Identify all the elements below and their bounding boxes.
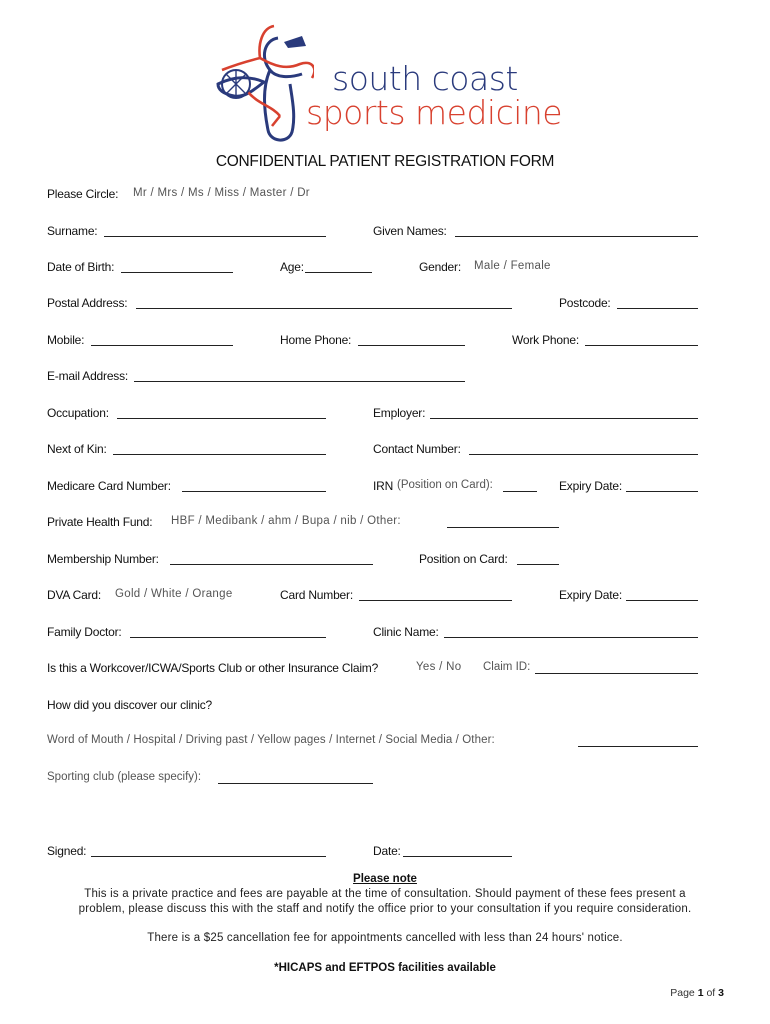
medicare-field[interactable] xyxy=(182,491,326,492)
form-title: CONFIDENTIAL PATIENT REGISTRATION FORM xyxy=(215,153,555,170)
signed-label: Signed: xyxy=(47,844,87,858)
dva-options[interactable]: Gold / White / Orange xyxy=(115,588,233,600)
irn-label: IRN xyxy=(373,479,394,493)
age-label: Age: xyxy=(280,260,304,274)
discover-options-row xyxy=(0,734,770,750)
page-prefix: Page xyxy=(670,987,695,999)
email-field[interactable] xyxy=(134,381,465,382)
given-names-field[interactable] xyxy=(455,236,698,237)
employer-label: Employer: xyxy=(373,406,426,420)
brand-line-1: south coast xyxy=(332,59,518,98)
contact-number-label: Contact Number: xyxy=(373,442,461,456)
gender-options[interactable]: Male / Female xyxy=(474,260,551,272)
signature-row xyxy=(0,844,770,860)
family-doctor-label: Family Doctor: xyxy=(47,625,122,639)
dob-label: Date of Birth: xyxy=(47,260,115,274)
phone-row xyxy=(0,333,770,349)
page-of: of xyxy=(706,987,716,999)
family-doctor-field[interactable] xyxy=(130,637,326,638)
work-phone-label: Work Phone: xyxy=(512,333,579,347)
medicare-expiry-field[interactable] xyxy=(626,491,698,492)
next-of-kin-label: Next of Kin: xyxy=(47,442,107,456)
health-fund-row xyxy=(0,515,770,531)
home-phone-label: Home Phone: xyxy=(280,333,352,347)
page-total: 3 xyxy=(718,987,724,999)
card-number-label: Card Number: xyxy=(280,588,353,602)
cancellation-note: There is a $25 cancellation fee for appointments cancelled with less than 24 hours' notice. xyxy=(147,932,623,944)
sporting-club-label: Sporting club (please specify): xyxy=(47,771,202,783)
note-line-1: This is a private practice and fees are payable at the time of consultation. Should payment of these fees present a xyxy=(84,888,686,900)
note-line-2: problem, please discuss this with the staff and notify the office prior to your consultation if you require consideration. xyxy=(78,903,692,915)
occupation-row xyxy=(0,406,770,422)
page-current: 1 xyxy=(697,987,704,999)
brand-line-2: sports medicine xyxy=(306,93,563,132)
postcode-label: Postcode: xyxy=(559,296,611,310)
health-fund-options[interactable]: HBF / Medibank / ahm / Bupa / nib / Other: xyxy=(171,515,401,527)
contact-number-field[interactable] xyxy=(469,454,698,455)
dva-expiry-field[interactable] xyxy=(626,600,698,601)
occupation-field[interactable] xyxy=(117,418,326,419)
signature-field[interactable] xyxy=(91,856,326,857)
date-label: Date: xyxy=(373,844,401,858)
surname-label: Surname: xyxy=(47,224,98,238)
gender-label: Gender: xyxy=(419,260,461,274)
discover-question: How did you discover our clinic? xyxy=(47,698,213,712)
note-heading: Please note xyxy=(353,873,417,885)
kin-row xyxy=(0,442,770,458)
address-row xyxy=(0,296,770,312)
employer-field[interactable] xyxy=(430,418,698,419)
sporting-club-row xyxy=(0,771,770,787)
claim-id-label: Claim ID: xyxy=(483,661,531,673)
claim-id-field[interactable] xyxy=(535,673,698,674)
salutation-label: Please Circle: xyxy=(47,187,119,201)
home-phone-field[interactable] xyxy=(358,345,465,346)
card-number-field[interactable] xyxy=(359,600,512,601)
health-fund-other-field[interactable] xyxy=(447,527,559,528)
given-names-label: Given Names: xyxy=(373,224,447,238)
membership-field[interactable] xyxy=(170,564,373,565)
next-of-kin-field[interactable] xyxy=(113,454,326,455)
salutation-options[interactable]: Mr / Mrs / Ms / Miss / Master / Dr xyxy=(133,187,310,199)
clinic-name-field[interactable] xyxy=(444,637,698,638)
date-field[interactable] xyxy=(403,856,512,857)
page-number xyxy=(670,987,724,999)
discover-options[interactable]: Word of Mouth / Hospital / Driving past / Yellow pages / Internet / Social Media / Other: xyxy=(47,734,495,746)
discover-question-row xyxy=(0,698,770,714)
membership-label: Membership Number: xyxy=(47,552,159,566)
postal-address-label: Postal Address: xyxy=(47,296,128,310)
clinic-name-label: Clinic Name: xyxy=(373,625,439,639)
runner-cross-icon xyxy=(214,18,314,146)
mobile-label: Mobile: xyxy=(47,333,85,347)
irn-field[interactable] xyxy=(503,491,537,492)
claim-options[interactable]: Yes / No xyxy=(416,661,462,673)
position-on-card-label: Position on Card: xyxy=(419,552,508,566)
dva-expiry-label: Expiry Date: xyxy=(559,588,622,602)
discover-other-field[interactable] xyxy=(578,746,698,747)
doctor-row xyxy=(0,625,770,641)
health-fund-label: Private Health Fund: xyxy=(47,515,153,529)
email-label: E-mail Address: xyxy=(47,369,129,383)
occupation-label: Occupation: xyxy=(47,406,109,420)
mobile-field[interactable] xyxy=(91,345,233,346)
position-on-card-field[interactable] xyxy=(517,564,559,565)
medicare-label: Medicare Card Number: xyxy=(47,479,171,493)
claim-question: Is this a Workcover/ICWA/Sports Club or other Insurance Claim? xyxy=(47,661,379,675)
dva-row xyxy=(0,588,770,604)
dva-label: DVA Card: xyxy=(47,588,101,602)
claim-row xyxy=(0,661,770,677)
medicare-expiry-label: Expiry Date: xyxy=(559,479,622,493)
hicaps-note: *HICAPS and EFTPOS facilities available xyxy=(274,962,496,974)
postcode-field[interactable] xyxy=(617,308,698,309)
dob-field[interactable] xyxy=(121,272,233,273)
membership-row xyxy=(0,552,770,568)
salutation-row xyxy=(0,187,770,203)
dob-row xyxy=(0,260,770,276)
age-field[interactable] xyxy=(305,272,372,273)
medicare-row xyxy=(0,479,770,495)
sporting-club-field[interactable] xyxy=(218,783,373,784)
postal-address-field[interactable] xyxy=(136,308,512,309)
name-row xyxy=(0,224,770,240)
email-row xyxy=(0,369,770,385)
irn-hint: (Position on Card): xyxy=(397,479,493,491)
surname-field[interactable] xyxy=(104,236,326,237)
work-phone-field[interactable] xyxy=(585,345,698,346)
